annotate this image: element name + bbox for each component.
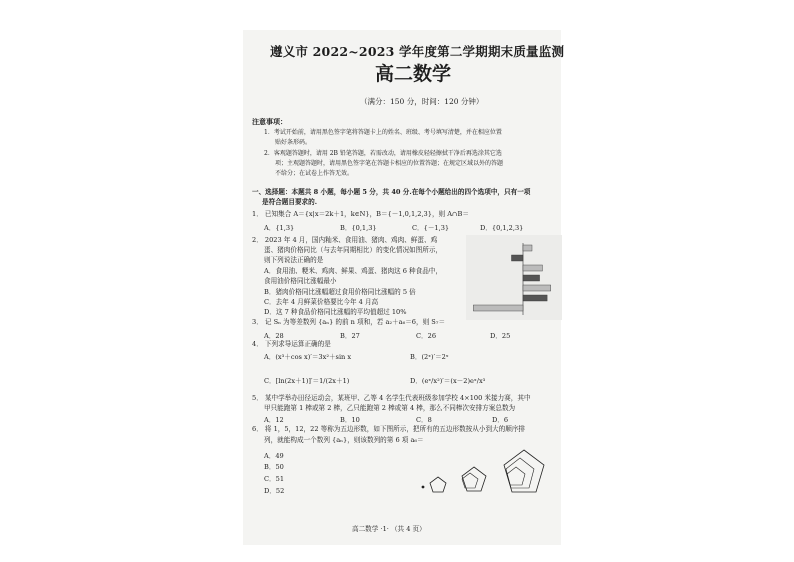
question-2-line: 蛋、猪肉价格同比（与去年同期相比）的变化情况如图所示， [264, 246, 443, 254]
q2-option-a: A．食用油、粳米、鸡肉、鲜果、鸡蛋、猪肉这 6 种食品中， [264, 267, 442, 275]
q6-option-a: A．49 [264, 452, 284, 460]
pentagon-dot-1 [422, 486, 425, 489]
pentagon-4-mid [506, 458, 534, 488]
exam-meta: （满分：150 分，时间：120 分钟） [360, 97, 484, 106]
note-line: 2．客观题答题时，请用 2B 铅笔答题，若需改动，请用橡皮轻轻擦拭干净后再选涂其它选 [264, 150, 502, 157]
q2-option-d: D．这 7 种食品价格同比涨幅的平均值超过 10% [264, 308, 407, 316]
notes-heading: 注意事项： [252, 117, 287, 126]
q1-option-d: D．{0,1,2,3} [480, 224, 524, 232]
q4-option-b: B．(2ˣ)′＝2ˣ [410, 353, 449, 361]
q3-option-b: B．27 [340, 332, 360, 340]
subject-title: 高二数学 [375, 63, 452, 85]
q2-option-c: C．去年 4 月鲜菜价格要比今年 4 月高 [264, 298, 379, 306]
note-line: 项；主观题答题时，请用黑色签字笔在答题卡相应的位置答题；在规定区域以外的答题 [275, 160, 504, 167]
question-6-line: 6． 将 1，5，12，22 等称为五边形数，如下图所示，把所有的五边形数按从小到大的顺序排 [252, 425, 526, 433]
note-line: 不给分；在试卷上作答无效。 [275, 170, 354, 177]
question-2-line: 2． 2023 年 4 月，国内籼米、食用油、猪肉、鸡肉、鲜蛋、鸡 [252, 236, 438, 244]
q5-option-c: C．8 [416, 416, 432, 424]
chart-bar [523, 245, 532, 251]
q6-option-c: C．51 [264, 475, 285, 483]
q3-option-c: C．26 [416, 332, 437, 340]
exam-title: 遵义市 2022~2023 学年度第二学期期末质量监测 [270, 44, 565, 59]
question-5-line: 5． 某中学举办田径运动会，某班甲、乙等 4 名学生代表班级参加学校 4×100 米接力赛，其中 [252, 394, 531, 402]
chart-bar [523, 275, 540, 281]
question-5-line: 甲只能跑第 1 棒或第 2 棒，乙只能跑第 2 棒或第 4 棒，那么不同棒次安排方案总数为 [264, 404, 516, 412]
chart-bar [511, 255, 523, 261]
question-2-line: 则下列说法正确的是 [264, 256, 324, 264]
pentagon-3 [462, 467, 486, 491]
note-line: 贴好条形码。 [275, 139, 312, 146]
section-heading: 一、选择题：本题共 8 小题，每小题 5 分，共 40 分.在每个小题给出的四个选项中，只有一项 [252, 188, 531, 196]
note-line: 1．考试开始前，请用黑色签字笔将答题卡上的姓名、班级、考号填写清楚，并在相应位置 [264, 129, 502, 136]
q3-option-a: A．28 [264, 332, 284, 340]
q5-option-b: B．10 [340, 416, 360, 424]
q4-option-c: C．[ln(2x＋1)]′＝1/(2x＋1) [264, 377, 350, 385]
chart-bar [473, 305, 523, 311]
chart-bar [523, 285, 551, 291]
q1-option-a: A．{1,3} [264, 224, 295, 232]
page-footer: 高二数学 ·1· （共 4 页） [352, 525, 426, 533]
q6-option-b: B．50 [264, 463, 284, 471]
q1-option-c: C．{－1,3} [412, 224, 450, 232]
chart-bar [523, 265, 542, 271]
q1-option-b: B．{0,1,3} [340, 224, 377, 232]
question-4-stem: 4． 下列求导运算正确的是 [252, 340, 331, 348]
q4-option-a: A．(x³＋cos x)′＝3x²＋sin x [264, 353, 352, 361]
question-3-stem: 3． 记 Sₙ 为等差数列 {aₙ} 的前 n 项和，若 a₂＋a₆＝6，则 S₇＝ [252, 318, 446, 326]
q5-option-d: D．6 [492, 416, 509, 424]
pentagon-4 [504, 450, 544, 492]
q5-option-a: A．12 [264, 416, 284, 424]
pentagon-2 [430, 477, 446, 492]
pentagonal-numbers-figure [420, 440, 565, 510]
price-change-bar-chart [466, 235, 562, 320]
question-6-line: 列，就能构成一个数列 {aₙ}，则该数列的第 6 项 a₆＝ [264, 436, 424, 444]
section-heading: 是符合题目要求的. [262, 198, 318, 206]
q2-option-b: B．猪肉价格同比涨幅超过食用价格同比涨幅的 5 倍 [264, 288, 416, 296]
q6-option-d: D．52 [264, 487, 285, 495]
q3-option-d: D．25 [490, 332, 511, 340]
chart-bar [523, 295, 547, 301]
q4-option-d: D．(eˣ/x²)′＝(x－2)eˣ/x³ [410, 377, 486, 385]
pentagon-3-inner [462, 473, 478, 488]
q2-option-a-cont: 食用油价格同比涨幅最小 [264, 277, 337, 285]
question-1-stem: 1． 已知集合 A＝{x|x＝2k＋1，k∈N}，B＝{－1,0,1,2,3}，则 A∩B＝ [252, 210, 469, 218]
